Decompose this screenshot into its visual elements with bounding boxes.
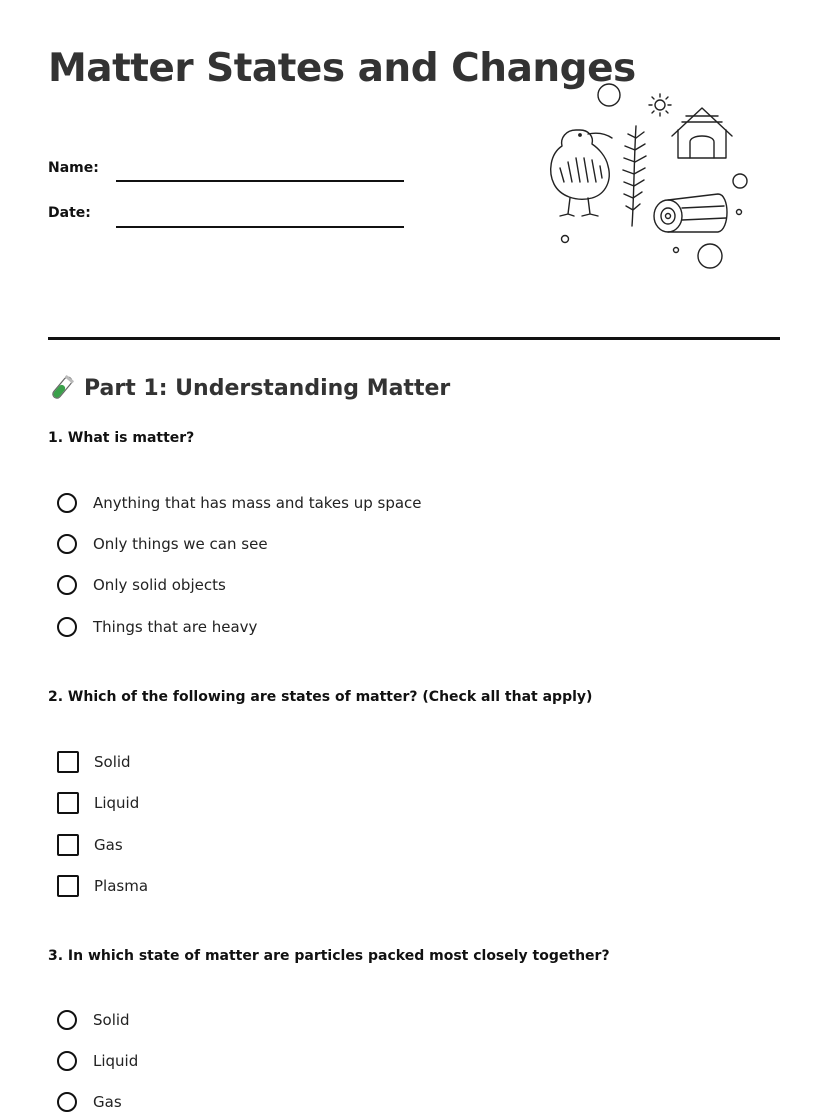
sun-icon — [649, 94, 671, 116]
name-field[interactable] — [116, 180, 404, 182]
radio-button[interactable] — [57, 493, 77, 513]
date-field[interactable] — [116, 226, 404, 228]
option-label: Solid — [93, 1011, 130, 1029]
q1-option-3[interactable] — [57, 572, 226, 598]
option-label: Only things we can see — [93, 535, 268, 553]
option-label: Gas — [94, 836, 123, 854]
question-3-text: 3. In which state of matter are particles packed most closely together? — [48, 948, 610, 964]
fern-icon — [623, 126, 646, 226]
section-divider — [48, 337, 780, 340]
radio-button[interactable] — [57, 617, 77, 637]
radio-button[interactable] — [57, 1051, 77, 1071]
option-label: Only solid objects — [93, 576, 226, 594]
radio-button[interactable] — [57, 575, 77, 595]
checkbox[interactable] — [57, 834, 79, 856]
q3-option-2[interactable] — [57, 1048, 138, 1074]
option-label: Gas — [93, 1093, 122, 1111]
part1-title: Part 1: Understanding Matter — [84, 375, 451, 401]
q3-option-3[interactable] — [57, 1089, 122, 1115]
header-illustration — [540, 78, 756, 274]
part1-heading — [48, 374, 450, 402]
kiwi-bird-icon — [551, 130, 612, 216]
page-title: Matter States and Changes — [48, 46, 636, 91]
question-2-text: 2. Which of the following are states of matter? (Check all that apply) — [48, 689, 593, 705]
option-label: Anything that has mass and takes up space — [93, 494, 422, 512]
option-label: Liquid — [93, 1052, 139, 1070]
option-label: Liquid — [94, 794, 140, 812]
q2-option-2[interactable] — [57, 790, 139, 816]
checkbox[interactable] — [57, 875, 79, 897]
q2-option-3[interactable] — [57, 832, 123, 858]
q3-option-1[interactable] — [57, 1007, 130, 1033]
logs-icon — [654, 194, 727, 232]
date-label: Date: — [48, 205, 91, 221]
option-label: Things that are heavy — [93, 618, 258, 636]
q2-option-1[interactable] — [57, 749, 131, 775]
radio-button[interactable] — [57, 1010, 77, 1030]
checkbox[interactable] — [57, 792, 79, 814]
q2-option-4[interactable] — [57, 873, 148, 899]
checkbox[interactable] — [57, 751, 79, 773]
option-label: Solid — [94, 753, 131, 771]
q1-option-2[interactable] — [57, 531, 268, 557]
test-tube-icon — [48, 374, 76, 402]
option-label: Plasma — [94, 877, 149, 895]
house-icon — [672, 108, 732, 158]
q1-option-1[interactable] — [57, 490, 422, 516]
radio-button[interactable] — [57, 1092, 77, 1112]
name-label: Name: — [48, 160, 99, 176]
question-1-text: 1. What is matter? — [48, 430, 195, 446]
radio-button[interactable] — [57, 534, 77, 554]
q1-option-4[interactable] — [57, 614, 257, 640]
